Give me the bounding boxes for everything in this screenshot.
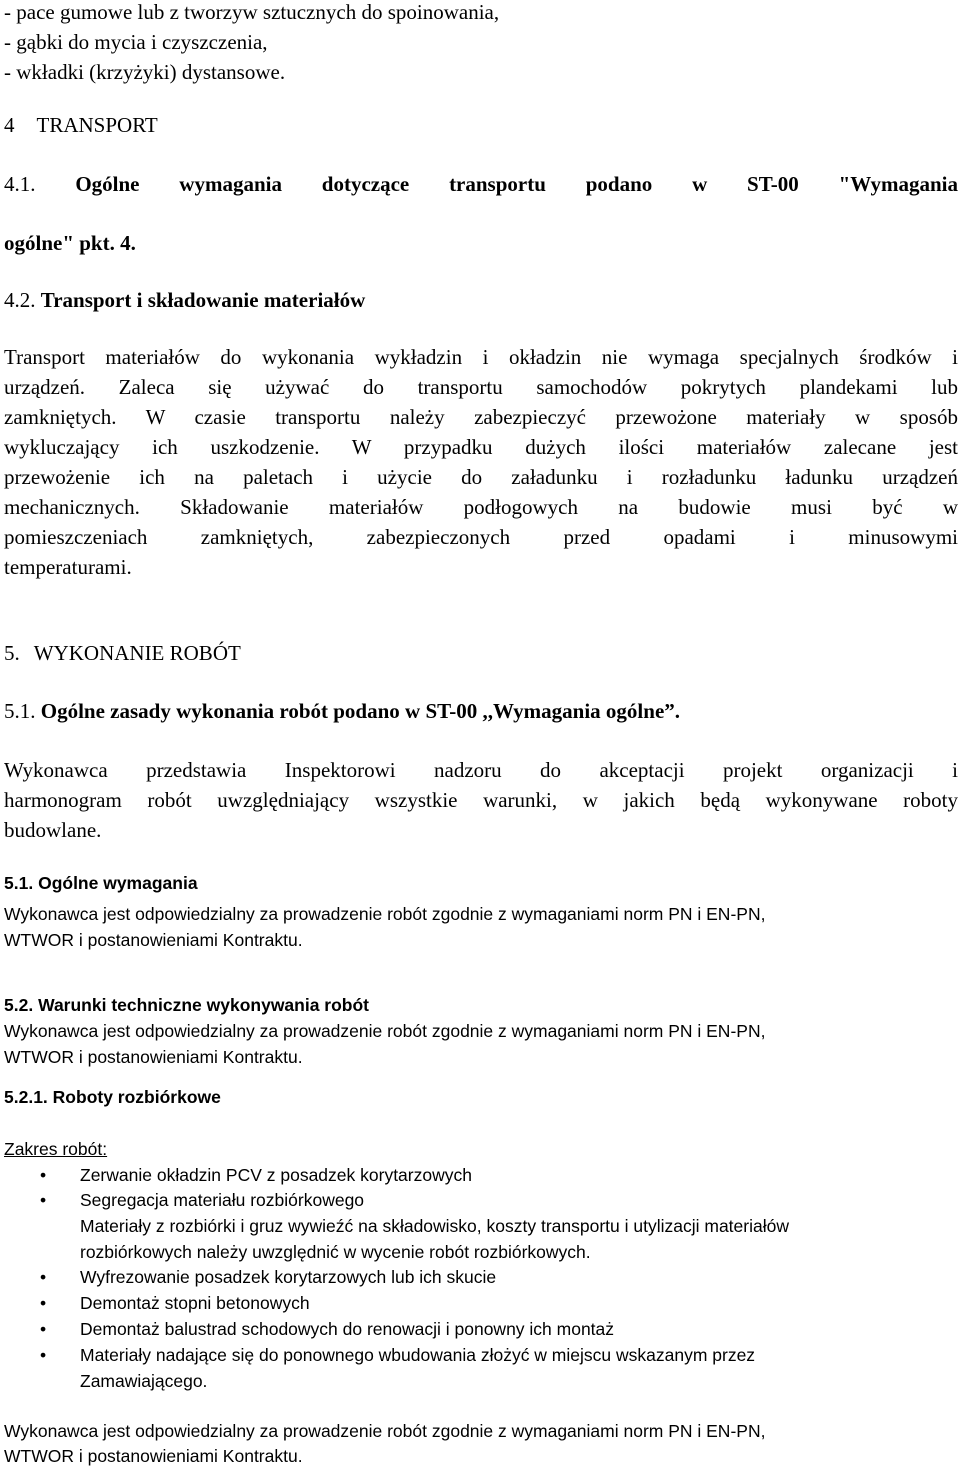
paragraph-line: wykluczający ich uszkodzenie. W przypadku dużych ilości materiałów zalecane jest: [4, 435, 958, 459]
bullet-icon: •: [40, 1345, 47, 1365]
list-item: Demontaż stopni betonowych: [80, 1293, 310, 1313]
list-item-cont: rozbiórkowych należy uwzględnić w wycenie robót rozbiórkowych.: [80, 1242, 591, 1262]
bullet-icon: •: [40, 1190, 47, 1210]
section-5-1-requirements-heading: [4, 873, 198, 894]
list-item: Zerwanie okładzin PCV z posadzek korytarzowych: [80, 1165, 472, 1185]
paragraph-line: Wykonawca jest odpowiedzialny za prowadzenie robót zgodnie z wymaganiami norm PN i EN-PN,: [4, 1021, 766, 1041]
section-4-heading: [4, 113, 158, 138]
section-number: 5.1.: [4, 873, 34, 893]
section-5-1-heading: [4, 699, 680, 724]
paragraph-line: zamkniętych. W czasie transportu należy zabezpieczyć przewożone materiały w sposób: [4, 405, 958, 429]
section-4-1-heading: [4, 172, 958, 197]
section-title: Roboty rozbiórkowe: [52, 1087, 221, 1107]
list-item: - wkładki (krzyżyki) dystansowe.: [4, 60, 286, 84]
list-item: - gąbki do mycia i czyszczenia,: [4, 30, 268, 54]
section-title: Ogólne wymagania dotyczące transportu podano w ST-00 "Wymagania: [75, 172, 959, 196]
section-5-2-heading: [4, 995, 369, 1016]
paragraph-line: mechanicznych. Składowanie materiałów podłogowych na budowie musi być w: [4, 495, 958, 519]
section-title: TRANSPORT: [36, 113, 158, 137]
section-number: 4: [4, 113, 15, 137]
paragraph-line: Wykonawca przedstawia Inspektorowi nadzoru do akceptacji projekt organizacji i: [4, 758, 958, 782]
list-item: Wyfrezowanie posadzek korytarzowych lub ich skucie: [80, 1267, 497, 1287]
section-5-heading: [4, 641, 241, 666]
paragraph-line: WTWOR i postanowieniami Kontraktu.: [4, 930, 303, 950]
list-item-cont: Zamawiającego.: [80, 1371, 208, 1391]
paragraph-line: temperaturami.: [4, 555, 132, 579]
list-item: Segregacja materiału rozbiórkowego: [80, 1190, 365, 1210]
section-number: 4.1.: [4, 172, 36, 196]
paragraph-line: harmonogram robót uwzględniający wszystkie warunki, w jakich będą wykonywane roboty: [4, 788, 958, 812]
paragraph-line: urządzeń. Zaleca się używać do transportu samochodów pokrytych plandekami lub: [4, 375, 958, 399]
bullet-icon: •: [40, 1267, 47, 1287]
scope-label: Zakres robót:: [4, 1139, 108, 1159]
list-item: Demontaż balustrad schodowych do renowacji i ponowny ich montaż: [80, 1319, 615, 1339]
paragraph-line: pomieszczeniach zamkniętych, zabezpieczonych przed opadami i minusowymi: [4, 525, 958, 549]
section-4-2-heading: [4, 288, 365, 313]
section-title: Ogólne wymagania: [38, 873, 198, 893]
section-title: Transport i składowanie materiałów: [40, 288, 366, 312]
section-number: 4.2.: [4, 288, 36, 312]
section-number: 5.: [4, 641, 20, 665]
section-title: Ogólne zasady wykonania robót podano w ST-00 ,,Wymagania ogólne”.: [40, 699, 681, 723]
list-item: Materiały nadające się do ponownego wbudowania złożyć w miejscu wskazanym przez: [80, 1345, 756, 1365]
paragraph-line: Transport materiałów do wykonania wykładzin i okładzin nie wymaga specjalnych środków i: [4, 345, 958, 369]
paragraph-line: budowlane.: [4, 818, 102, 842]
paragraph-line: Wykonawca jest odpowiedzialny za prowadzenie robót zgodnie z wymaganiami norm PN i EN-PN,: [4, 904, 766, 924]
section-4-1-heading-cont: ogólne" pkt. 4.: [4, 231, 136, 255]
section-number: 5.2.: [4, 995, 34, 1015]
section-number: 5.1.: [4, 699, 36, 723]
bullet-icon: •: [40, 1319, 47, 1339]
paragraph-line: Wykonawca jest odpowiedzialny za prowadzenie robót zgodnie z wymaganiami norm PN i EN-PN,: [4, 1421, 766, 1441]
bullet-icon: •: [40, 1293, 47, 1313]
list-item: - pace gumowe lub z tworzyw sztucznych do spoinowania,: [4, 0, 500, 24]
section-5-2-1-heading: [4, 1087, 221, 1108]
section-number: 5.2.1.: [4, 1087, 48, 1107]
paragraph-line: WTWOR i postanowieniami Kontraktu.: [4, 1047, 303, 1067]
paragraph-line: WTWOR i postanowieniami Kontraktu.: [4, 1446, 303, 1466]
paragraph-line: przewożenie ich na paletach i użycie do załadunku i rozładunku ładunku urządzeń: [4, 465, 958, 489]
list-item-cont: Materiały z rozbiórki i gruz wywieźć na składowisko, koszty transportu i utylizacji materiałów: [80, 1216, 789, 1236]
bullet-icon: •: [40, 1165, 47, 1185]
section-title: WYKONANIE ROBÓT: [33, 641, 241, 665]
section-title: Warunki techniczne wykonywania robót: [38, 995, 370, 1015]
